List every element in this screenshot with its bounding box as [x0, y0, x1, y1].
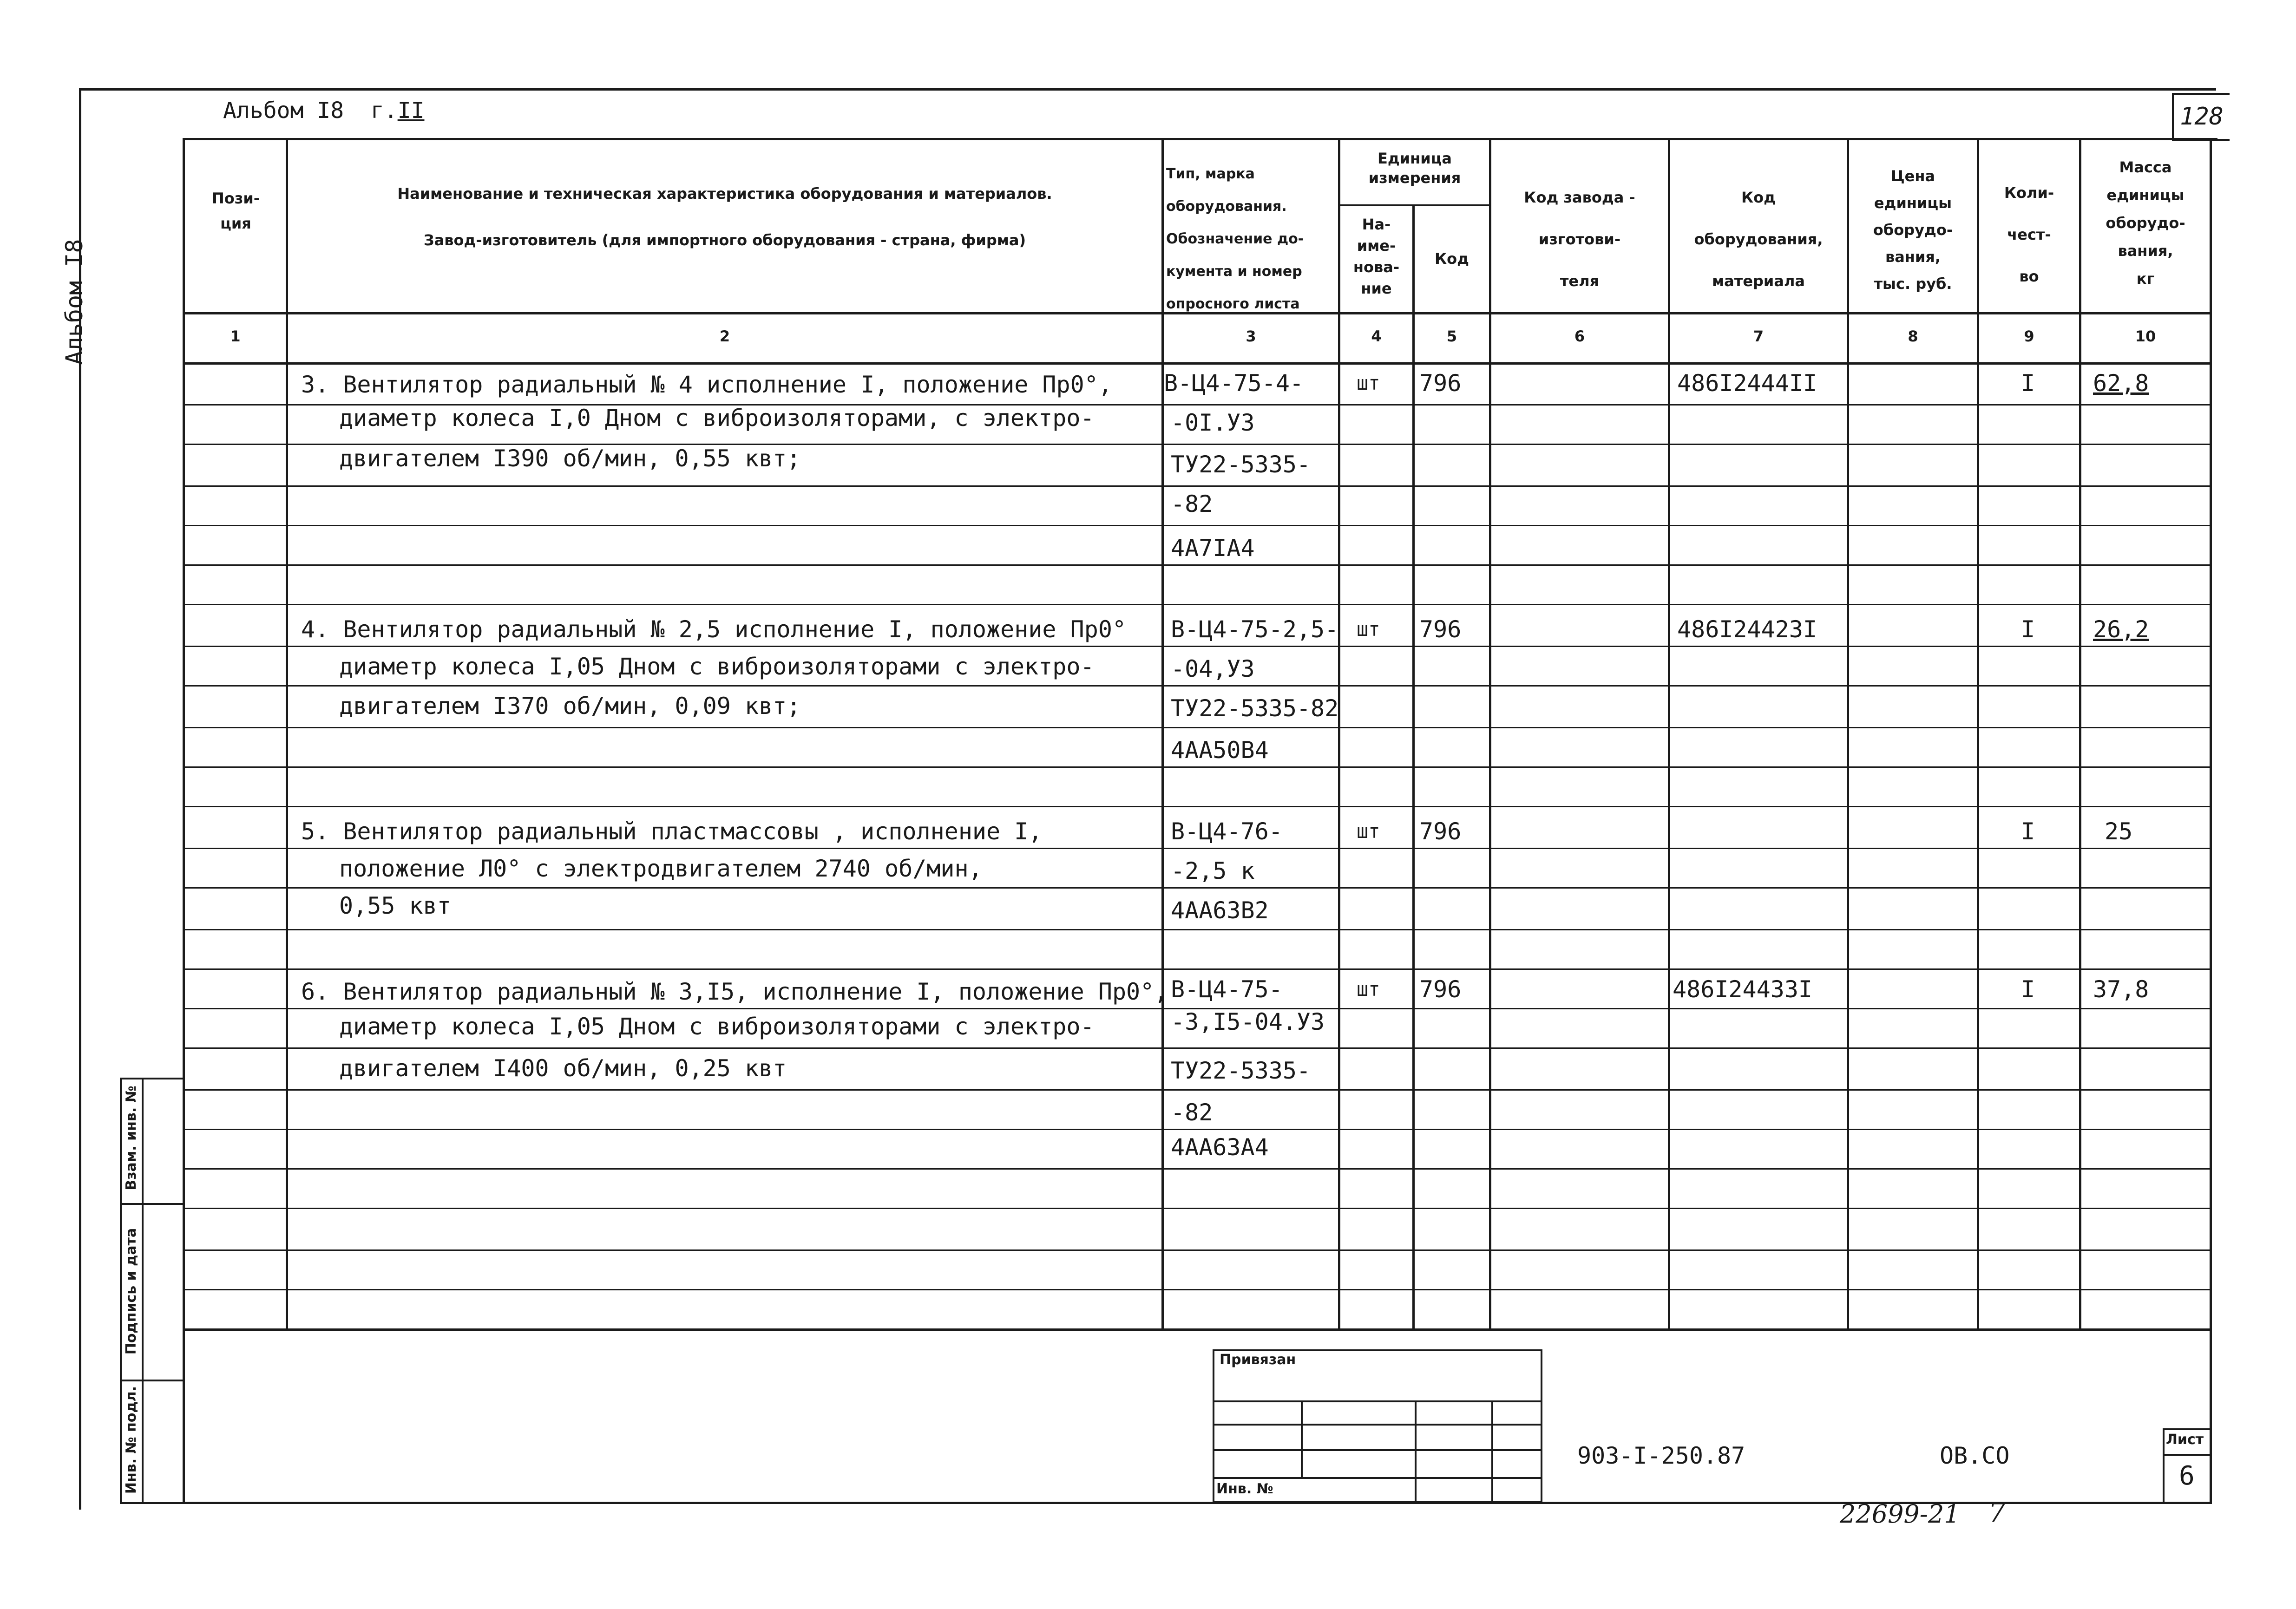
- numbers-bottom: [183, 362, 2212, 365]
- row-rule: [183, 1249, 2212, 1251]
- item4-mass: 26,2: [2093, 616, 2149, 643]
- item6-mass: 37,8: [2093, 976, 2149, 1003]
- row-rule: [183, 604, 2212, 605]
- header-unit-name: На- име- нова- ние: [1353, 216, 1400, 297]
- sheet-number: 6: [2179, 1461, 2195, 1491]
- item6-type-4: -82: [1171, 1099, 1213, 1126]
- item3-line2: диаметр колеса I,0 Дном с виброизоляторами, с электро-: [339, 405, 1095, 432]
- doc-mark: ОВ.СО: [1940, 1442, 2010, 1469]
- col-sep-3: [1338, 138, 1340, 1328]
- item6-unit: шт: [1357, 978, 1380, 1001]
- item5-line3: 0,55 квт: [339, 892, 451, 919]
- item4-line3: двигателем I370 об/мин, 0,09 квт;: [339, 693, 801, 719]
- row-rule: [183, 1168, 2212, 1170]
- privyazan-label: Привязан: [1220, 1352, 1296, 1368]
- item6-type-3: ТУ22-5335-: [1171, 1057, 1311, 1084]
- privyazan-col2: [1415, 1400, 1417, 1503]
- row-rule: [183, 968, 2212, 970]
- item4-type-4: 4АА50В4: [1171, 737, 1269, 764]
- item3-type-2: -0I.У3: [1171, 409, 1255, 436]
- handwritten-number: 22699-21: [1840, 1499, 1960, 1529]
- side-album-label: Альбом I8: [61, 239, 88, 365]
- colnum-5: 5: [1446, 327, 1457, 345]
- item3-code: 796: [1419, 370, 1462, 397]
- header-factory-code: Код завода - изготови- теля: [1524, 189, 1635, 290]
- frame-top: [79, 88, 2216, 91]
- podpis-label: Подпись и дата: [123, 1228, 139, 1355]
- header-name-line2: Завод-изготовитель (для импортного оборудования - страна, фирма): [423, 231, 1026, 249]
- item6-code: 796: [1419, 976, 1462, 1003]
- privyazan-col1: [1301, 1400, 1303, 1477]
- left-stamp-sep1: [120, 1203, 183, 1205]
- item6-type-1: В-Ц4-75-: [1171, 976, 1283, 1003]
- item6-line1: 6. Вентилятор радиальный № 3,I5, исполнение I, положение Пр0°,: [301, 978, 1168, 1005]
- item4-code: 796: [1419, 616, 1462, 643]
- colnum-3: 3: [1246, 327, 1256, 345]
- item3-qty: I: [2021, 370, 2035, 397]
- header-unit: Единица измерения: [1368, 150, 1461, 187]
- row-rule: [183, 1289, 2212, 1290]
- inv-no-label: Инв. №: [1216, 1481, 1273, 1497]
- stamp-top: [183, 1328, 2212, 1331]
- item4-qty: I: [2021, 616, 2035, 643]
- item3-line1: 3. Вентилятор радиальный № 4 исполнение I, положение Пр0°,: [301, 371, 1112, 398]
- row-rule: [183, 1208, 2212, 1209]
- col-sep-7: [1847, 138, 1849, 1328]
- item3-type-1: В-Ц4-75-4-: [1164, 370, 1304, 397]
- vzam-inv-label: Взам. инв. №: [123, 1086, 139, 1190]
- row-rule: [183, 1129, 2212, 1130]
- col-sep-2: [1161, 138, 1164, 1328]
- col-sep-9: [2079, 138, 2081, 1328]
- row-rule: [183, 848, 2212, 849]
- row-rule: [183, 806, 2212, 807]
- item4-type-2: -04,У3: [1171, 655, 1255, 682]
- item3-type-3: ТУ22-5335-: [1171, 451, 1311, 478]
- colnum-8: 8: [1908, 327, 1918, 345]
- item4-equip-code: 486I24423I: [1677, 616, 1817, 643]
- inv-podl-label: Инв. № подл.: [123, 1386, 139, 1494]
- colnum-2: 2: [719, 327, 730, 345]
- privyazan-col3: [1491, 1400, 1493, 1503]
- col-sep-1: [286, 138, 288, 1328]
- doc-code: 903-I-250.87: [1577, 1442, 1745, 1469]
- left-stamp-inner: [142, 1078, 144, 1504]
- item3-type-5: 4А7IА4: [1171, 535, 1255, 562]
- col-sep-8: [1977, 138, 1979, 1328]
- row-rule: [183, 685, 2212, 687]
- header-mass: Масса единицы оборудо- вания, кг: [2106, 158, 2185, 288]
- item3-type-4: -82: [1171, 491, 1213, 517]
- row-rule: [183, 1047, 2212, 1049]
- sheet-box-split: [2163, 1454, 2211, 1456]
- album-label: Альбом I8 г.II: [223, 98, 425, 124]
- colnum-10: 10: [2135, 327, 2156, 345]
- header-position: Пози- ция: [211, 190, 260, 232]
- col-sep-5: [1489, 138, 1491, 1328]
- item3-line3: двигателем I390 об/мин, 0,55 квт;: [339, 445, 801, 472]
- item4-type-1: В-Ц4-75-2,5-: [1171, 616, 1339, 643]
- item4-unit: шт: [1357, 618, 1380, 641]
- row-rule: [183, 727, 2212, 728]
- item6-type-5: 4АА63А4: [1171, 1134, 1269, 1161]
- item3-unit: шт: [1357, 372, 1380, 394]
- colnum-1: 1: [230, 327, 241, 345]
- unit-header-split: [1338, 204, 1491, 206]
- item4-line2: диаметр колеса I,05 Дном с виброизоляторами с электро-: [339, 653, 1095, 680]
- colnum-4: 4: [1371, 327, 1382, 345]
- row-rule: [183, 525, 2212, 526]
- col-sep-6: [1668, 138, 1670, 1328]
- header-price: Цена единицы оборудо- вания, тыс. руб.: [1873, 167, 1953, 293]
- header-type: Тип, марка оборудования. Обозначение до- кумента и номер опросного листа: [1166, 166, 1304, 312]
- item5-type-3: 4АА63В2: [1171, 897, 1269, 924]
- item4-type-3: ТУ22-5335-82: [1171, 695, 1339, 722]
- item5-code: 796: [1419, 818, 1462, 845]
- row-rule: [183, 929, 2212, 930]
- table-right: [2210, 138, 2212, 1504]
- row-rule: [183, 766, 2212, 768]
- row-rule: [183, 887, 2212, 889]
- item6-line2: диаметр колеса I,05 Дном с виброизоляторами с электро-: [339, 1013, 1095, 1040]
- item3-equip-code: 486I2444II: [1677, 370, 1817, 397]
- item5-line2: положение Л0° с электродвигателем 2740 об/мин,: [339, 855, 983, 882]
- header-name-line1: Наименование и техническая характеристика оборудования и материалов.: [397, 185, 1052, 203]
- header-qty: Коли- чест- во: [2004, 184, 2054, 285]
- item4-line1: 4. Вентилятор радиальный № 2,5 исполнение I, положение Пр0°: [301, 616, 1127, 643]
- item3-mass: 62,8: [2093, 370, 2149, 397]
- colnum-7: 7: [1753, 327, 1764, 345]
- item5-unit: шт: [1357, 820, 1380, 843]
- header-unit-code: Код: [1435, 250, 1469, 268]
- item5-mass: 25: [2105, 818, 2133, 845]
- row-rule: [183, 485, 2212, 487]
- item6-type-2: -3,I5-04.У3: [1171, 1008, 1325, 1035]
- row-rule: [183, 564, 2212, 566]
- row-rule: [183, 646, 2212, 647]
- item5-type-1: В-Ц4-76-: [1171, 818, 1283, 845]
- handwritten-copy: 7: [1988, 1497, 2006, 1528]
- item5-line1: 5. Вентилятор радиальный пластмассовы , исполнение I,: [301, 818, 1043, 845]
- item5-qty: I: [2021, 818, 2035, 845]
- table-top: [183, 138, 2217, 140]
- item6-line3: двигателем I400 об/мин, 0,25 квт: [339, 1055, 787, 1082]
- colnum-6: 6: [1574, 327, 1585, 345]
- row-rule: [183, 1089, 2212, 1091]
- page-corner-number: 128: [2172, 93, 2230, 141]
- item6-equip-code: 486I24433I: [1673, 976, 1813, 1003]
- header-equip-code: Код оборудования, материала: [1694, 189, 1823, 290]
- item6-qty: I: [2021, 976, 2035, 1003]
- sheet-label: Лист: [2166, 1432, 2204, 1448]
- item5-type-2: -2,5 к: [1171, 857, 1255, 884]
- colnum-9: 9: [2024, 327, 2034, 345]
